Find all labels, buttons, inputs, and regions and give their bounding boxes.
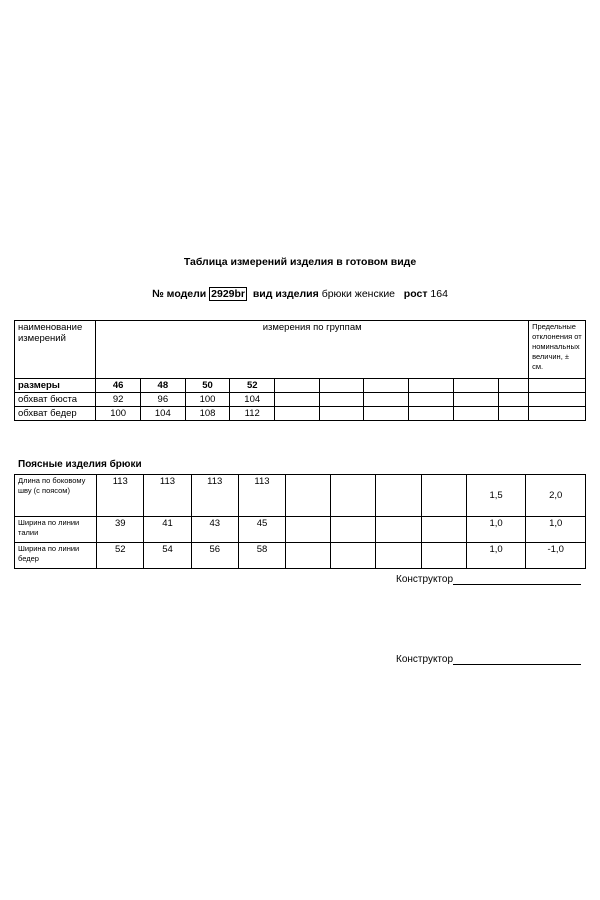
- value-cell: 54: [144, 543, 191, 569]
- model-line: [0, 288, 600, 300]
- row-label: Длина по боковому шву (с поясом): [15, 475, 97, 517]
- signature-constructor-1: [396, 574, 581, 585]
- value-cell: 41: [144, 517, 191, 543]
- height-value: 164: [430, 288, 448, 300]
- value-cell: 113: [238, 475, 285, 517]
- kind-label: вид изделия: [252, 288, 319, 300]
- row-label: Ширина по линии талии: [15, 517, 97, 543]
- size-cell: 48: [140, 379, 185, 393]
- value-cell: 39: [97, 517, 144, 543]
- value-cell: 45: [238, 517, 285, 543]
- value-cell: 96: [140, 393, 185, 407]
- signature-line: [453, 654, 581, 665]
- table-row: [15, 543, 586, 569]
- value-cell: 56: [191, 543, 238, 569]
- signature-constructor-2: [396, 654, 581, 665]
- size-cell: 46: [96, 379, 141, 393]
- sizes-label: размеры: [15, 379, 96, 393]
- tolerance-cell: 2,0: [526, 475, 586, 517]
- tolerance-cell: 1,0: [526, 517, 586, 543]
- value-cell: 113: [191, 475, 238, 517]
- value-cell: 104: [230, 393, 275, 407]
- model-label: № модели: [152, 288, 207, 300]
- header-name: наименование измерений: [15, 321, 96, 379]
- tolerance-cell: -1,0: [526, 543, 586, 569]
- tolerance-cell: 1,5: [466, 475, 526, 517]
- value-cell: 104: [140, 407, 185, 421]
- value-cell: 92: [96, 393, 141, 407]
- page-title: Таблица измерений изделия в готовом виде: [183, 256, 417, 268]
- size-cell: 50: [185, 379, 230, 393]
- size-cell: 52: [230, 379, 275, 393]
- kind-value: брюки женские: [321, 288, 396, 300]
- row-label: обхват бюста: [15, 393, 96, 407]
- height-label: рост: [403, 288, 428, 300]
- value-cell: 58: [238, 543, 285, 569]
- section-title: Поясные изделия брюки: [18, 459, 142, 470]
- value-cell: 100: [96, 407, 141, 421]
- header-groups: измерения по группам: [96, 321, 529, 379]
- value-cell: 43: [191, 517, 238, 543]
- model-number: 2929br: [211, 288, 245, 300]
- signature-label: Конструктор: [396, 654, 454, 665]
- value-cell: 100: [185, 393, 230, 407]
- table-row: [15, 393, 586, 407]
- table-row: [15, 517, 586, 543]
- header-tolerance: Предельные отклонения от номинальных величин, ± см.: [529, 321, 586, 379]
- signature-line: [453, 574, 581, 585]
- row-label: Ширина по линии бедер: [15, 543, 97, 569]
- value-cell: 108: [185, 407, 230, 421]
- table-row: [15, 475, 586, 517]
- value-cell: 112: [230, 407, 275, 421]
- table-row: [15, 407, 586, 421]
- tolerance-cell: 1,0: [466, 517, 526, 543]
- value-cell: 113: [144, 475, 191, 517]
- signature-label: Конструктор: [396, 574, 454, 585]
- row-label: обхват бедер: [15, 407, 96, 421]
- value-cell: 113: [97, 475, 144, 517]
- value-cell: 52: [97, 543, 144, 569]
- table-row: [15, 379, 586, 393]
- tolerance-cell: 1,0: [466, 543, 526, 569]
- waist-items-table: [14, 474, 586, 569]
- measurements-table: [14, 320, 586, 421]
